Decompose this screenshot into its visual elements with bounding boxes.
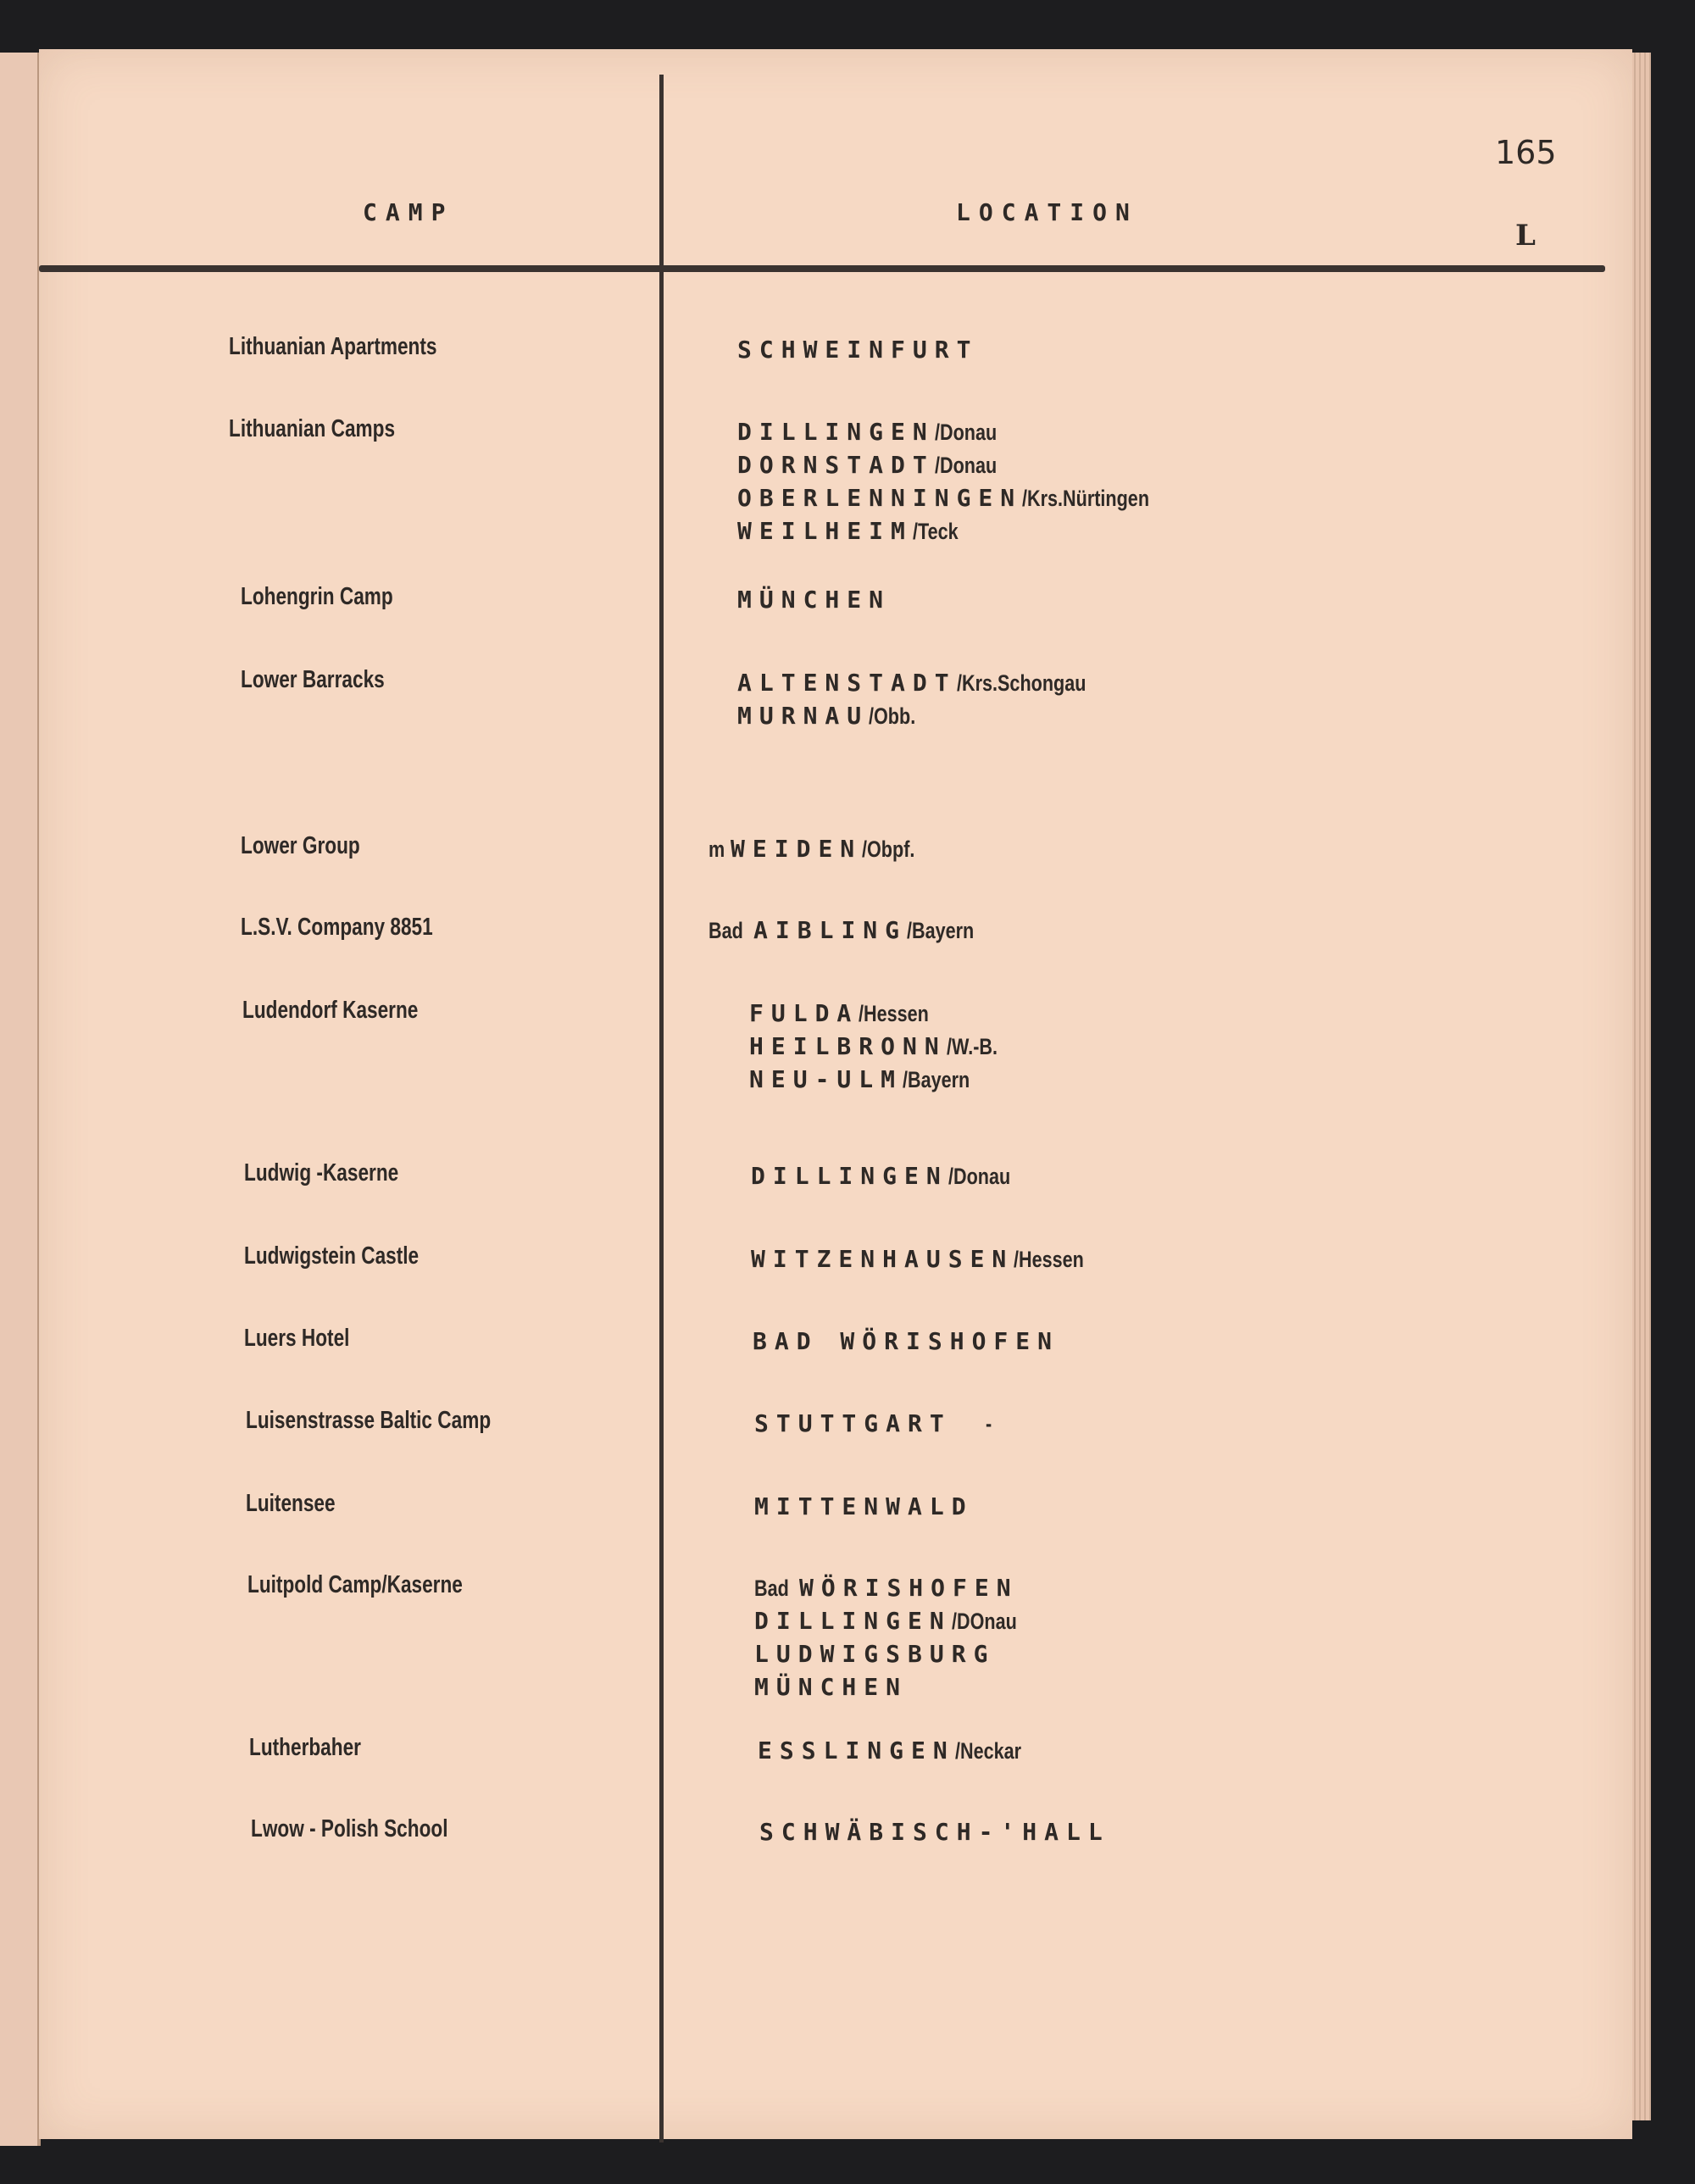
- location-column-header: LOCATION: [956, 198, 1138, 226]
- location-region: /Obpf.: [862, 836, 915, 862]
- location-line: [737, 699, 927, 736]
- location-city: OBERLENNINGEN: [737, 484, 1023, 512]
- location-region: /Hessen: [1014, 1247, 1085, 1272]
- location-city: LUDWIGSBURG: [754, 1640, 996, 1668]
- location-line: [754, 1407, 993, 1443]
- location-region: /DOnau: [951, 1609, 1017, 1634]
- location-region: /W.-B.: [946, 1034, 998, 1059]
- location-line: [737, 481, 1181, 518]
- location-line: [759, 1815, 1110, 1852]
- location-region: /Donau: [934, 420, 997, 445]
- location-city: DILLINGEN: [754, 1607, 952, 1635]
- location-line: [749, 1030, 1010, 1066]
- location-region: /Bayern: [903, 1067, 970, 1092]
- location-city: ALTENSTADT: [737, 669, 957, 697]
- location-city: BAD WÖRISHOFEN: [753, 1327, 1060, 1355]
- location-line: [709, 832, 928, 869]
- location-city: FULDA: [749, 999, 859, 1027]
- location-city: MITTENWALD: [754, 1492, 974, 1520]
- location-prefix: Bad: [709, 918, 743, 943]
- camp-name: Lithuanian Apartments: [229, 333, 437, 360]
- location-line: [737, 666, 1118, 703]
- section-letter: L: [1515, 219, 1536, 253]
- location-line: [751, 1242, 1102, 1279]
- location-city: DORNSTADT: [737, 451, 935, 479]
- location-region: /Neckar: [954, 1738, 1021, 1764]
- location-region: /Donau: [934, 453, 997, 478]
- location-line: [749, 997, 947, 1033]
- location-line: [709, 914, 991, 950]
- header-rule: [39, 265, 1605, 272]
- location-line: [737, 514, 970, 551]
- camp-name: Luitpold Camp/Kaserne: [247, 1571, 463, 1598]
- camp-name: Luers Hotel: [244, 1325, 350, 1352]
- location-line: [737, 333, 978, 370]
- location-city: WÖRISHOFEN: [799, 1574, 1019, 1602]
- camp-column-header: CAMP: [363, 198, 454, 226]
- camp-name: Luitensee: [246, 1490, 336, 1517]
- column-divider: [659, 75, 664, 2142]
- location-city: DILLINGEN: [737, 418, 935, 446]
- location-city: WEILHEIM: [737, 517, 913, 545]
- camp-name: Lower Group: [241, 832, 360, 859]
- location-city: SCHWÄBISCH-'HALL: [759, 1818, 1110, 1846]
- camp-name: Lithuanian Camps: [229, 415, 396, 442]
- location-city: MÜNCHEN: [754, 1673, 909, 1701]
- camp-name: Ludwigstein Castle: [244, 1242, 420, 1270]
- location-city: HEILBRONN: [749, 1032, 947, 1060]
- camp-name: Luisenstrasse Baltic Camp: [246, 1407, 492, 1434]
- location-line: [754, 1637, 995, 1674]
- location-city: AIBLING: [753, 916, 908, 944]
- page-number: 165: [1495, 134, 1557, 171]
- location-line: [753, 1325, 1059, 1361]
- location-line: [751, 1159, 1025, 1196]
- camp-name: Lohengrin Camp: [241, 583, 393, 610]
- document-page: [39, 49, 1632, 2139]
- location-region: -: [985, 1411, 992, 1437]
- camp-name: Ludendorf Kaserne: [242, 997, 419, 1024]
- location-line: [737, 583, 891, 620]
- camp-name: Lower Barracks: [241, 666, 385, 693]
- location-region: /Krs.Nürtingen: [1022, 486, 1150, 511]
- location-city: WITZENHAUSEN: [751, 1245, 1014, 1273]
- location-city: MÜNCHEN: [737, 586, 892, 614]
- location-line: [754, 1571, 1019, 1608]
- location-region: /Donau: [948, 1164, 1010, 1189]
- location-city: NEU-ULM: [749, 1065, 903, 1093]
- location-line: [754, 1670, 908, 1707]
- camp-name: Ludwig -Kaserne: [244, 1159, 399, 1186]
- location-city: ESSLINGEN: [758, 1737, 955, 1764]
- camp-name: Lutherbaher: [249, 1734, 361, 1761]
- location-region: /Bayern: [907, 918, 975, 943]
- camp-name: Lwow - Polish School: [251, 1815, 448, 1842]
- location-line: [754, 1490, 974, 1526]
- location-region: /Krs.Schongau: [956, 670, 1086, 696]
- location-city: DILLINGEN: [751, 1162, 948, 1190]
- location-city: WEIDEN: [731, 835, 863, 863]
- facing-page-edge: [0, 53, 41, 2146]
- location-line: [749, 1063, 986, 1099]
- location-line: [754, 1604, 1033, 1641]
- location-region: /Obb.: [869, 703, 916, 729]
- camp-name: L.S.V. Company 8851: [241, 914, 433, 941]
- location-region: /Hessen: [859, 1001, 930, 1026]
- location-city: SCHWEINFURT: [737, 336, 979, 364]
- location-prefix: m: [709, 836, 725, 862]
- location-line: [737, 448, 1012, 485]
- location-city: STUTTGART: [754, 1409, 952, 1437]
- location-line: [758, 1734, 1037, 1770]
- location-prefix: Bad: [754, 1575, 789, 1601]
- location-region: /Teck: [912, 519, 959, 544]
- location-city: MURNAU: [737, 702, 870, 730]
- location-line: [737, 415, 1012, 452]
